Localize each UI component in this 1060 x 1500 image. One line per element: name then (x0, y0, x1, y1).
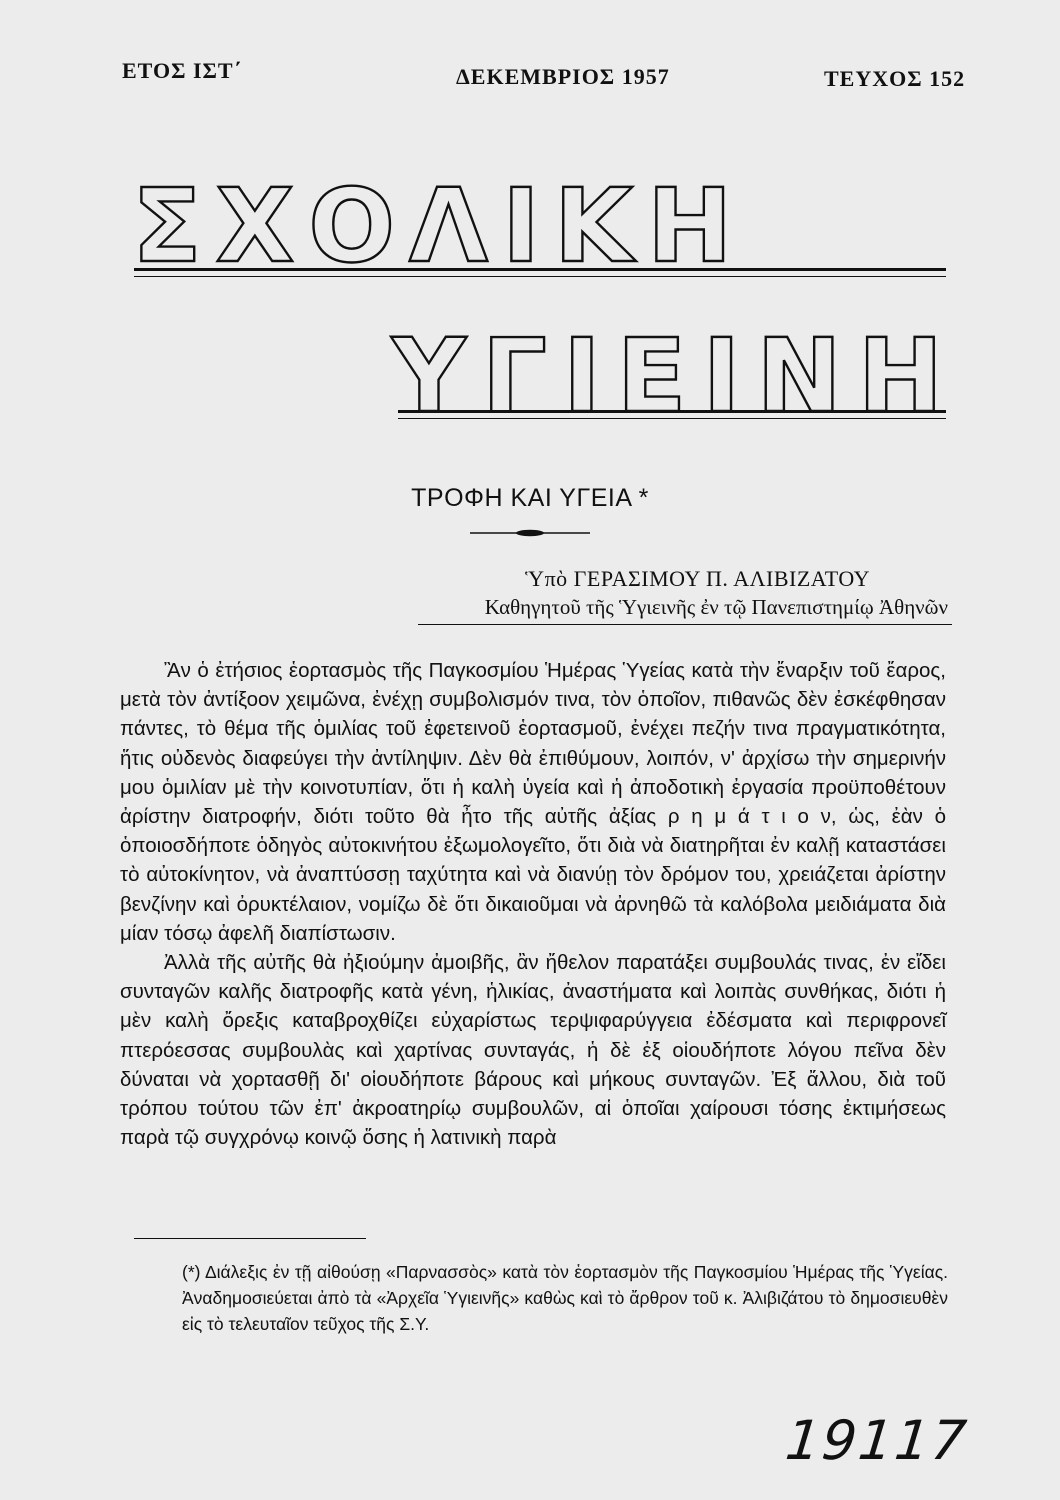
header-year: ΕΤΟΣ ΙΣΤ΄ (122, 58, 242, 83)
masthead-rule-1-thick (134, 268, 946, 271)
article-title: ΤΡΟΦΗ ΚΑΙ ΥΓΕΙΑ * (411, 484, 649, 512)
masthead-line-1: ΣΧΟΛΙΚΗ (132, 167, 747, 286)
handwritten-archive-number: 19117 (782, 1409, 972, 1472)
article-paragraph-2: Ἀλλὰ τῆς αὐτῆς θὰ ἠξιούμην ἀμοιβῆς, ἂν ἤθελον παρατάξει συμβουλάς τινας, ἐν εἴδει συνταγῶν καλῆς διατροφῆς κατὰ γένη, ἡλικίας, ἀναστήματα καὶ λοιπὰς συνθήκας, διότι ἡ μὲν καλὴ ὄρεξις καταβροχθίζει εὐχαρίστως τερψιφαρύγγεια ἐδέσματα καὶ περιφρονεῖ πτερόεσσας συμβουλὰς καὶ χαρτίνας συνταγάς, ἡ δὲ ἐξ οἱουδήποτε λόγου πεῖνα δὲν δύναται νὰ χορτασθῇ δι' οἱουδήποτε βάρους καὶ μήκους συνταγῶν. Ἐξ ἄλλου, διὰ τοῦ τρόπου τούτου τῶν ἐπ' ἀκροατηρίῳ συμβουλῶν, αἱ ὁποῖαι χαίρουσι τόσης ἐκτιμήσεως παρὰ τῷ συγχρόνῳ κοινῷ ὅσης ἡ λατινικὴ παρὰ (120, 951, 946, 1150)
masthead-rule-1-thin (134, 276, 946, 277)
article-paragraph-1: Ἂν ὁ ἐτήσιος ἑορτασμὸς τῆς Παγκοσμίου Ἡμέρας Ὑγείας κατὰ τὴν ἔναρξιν τοῦ ἔαρος, μετὰ τὸν ἀντίξοον χειμῶνα, ἐνέχῃ συμβολισμόν τινα, τὸν ὁποῖον, πιθανῶς δὲν ἐσκέφθησαν πάντες, τὸ θέμα τῆς ὁμιλίας τοῦ ἐφετεινοῦ ἑορτασμοῦ, ἐνέχει πεζήν τινα πραγματικότητα, ἥτις οὐδενὸς διαφεύγει τὴν ἀντίληψιν. Δὲν θὰ ἐπιθύμουν, λοιπόν, ν' ἀρχίσω τὴν σημερινήν μου ὁμιλίαν μὲ τὴν κοινοτυπίαν, ὅτι ἡ καλὴ ὑγεία καὶ ἡ ἀποδοτικὴ ἐργασία προϋποθέτουν ἀρίστην διατροφήν, διότι τοῦτο θὰ ἦτο τῆς αὐτῆς ἀξίας ρ η μ ά τ ι ο ν, ὡς, ἐὰν ὁ ὁποιοσδήποτε ὁδηγὸς αὐτοκινήτου ἐξωμολογεῖτο, ὅτι διὰ νὰ διατηρῆται ἐν καλῇ καταστάσει τὸ αὐτοκίνητον, νὰ ἀναπτύσσῃ ταχύτητα καὶ νὰ διανύῃ τὸν δρόμον του, χρειάζεται ἀρίστην βενζίνην καὶ ὀρυκτέλαιον, νομίζω δὲ ὅτι δικαιοῦμαι νὰ ἀρνηθῶ τὰ καλόβολα μειδιάματα διὰ μίαν τόσῳ ἀφελῆ διαπίστωσιν. (120, 659, 946, 945)
header-issue: ΤΕΥΧΟΣ 152 (824, 66, 966, 91)
author-byline: Ὑπὸ ΓΕΡΑΣΙΜΟΥ Π. ΑΛΙΒΙΖΑΤΟΥ (525, 566, 870, 591)
masthead-rule-2-thick (398, 410, 946, 413)
header-date: ΔΕΚΕΜΒΡΙΟΣ 1957 (456, 64, 670, 89)
footnote-separator (134, 1238, 366, 1239)
masthead-rule-2-thin (398, 418, 946, 419)
author-affiliation: Καθηγητοῦ τῆς Ὑγιεινῆς ἐν τῷ Πανεπιστημίῳ Ἀθηνῶν (484, 595, 948, 619)
footnote: (*) Διάλεξις ἐν τῇ αἰθούσῃ «Παρνασσὸς» κατὰ τὸν ἑορτασμὸν τῆς Παγκοσμίου Ἡμέρας τῆς Ὑγείας. Ἀναδημοσιεύεται ἀπὸ τὰ «Ἀρχεῖα Ὑγιεινῆς» καθὼς καὶ τὸ ἄρθρον τοῦ κ. Ἀλιβιζάτου τὸ δημοσιευθὲν εἰς τὸ τελευταῖον τεῦχος τῆς Σ.Υ. (182, 1262, 948, 1334)
article-body (120, 656, 946, 1152)
masthead-line-2: ΥΓΙΕΙΝΗ (392, 317, 960, 436)
affiliation-underline (418, 624, 952, 625)
title-ornament-divider (470, 528, 590, 538)
